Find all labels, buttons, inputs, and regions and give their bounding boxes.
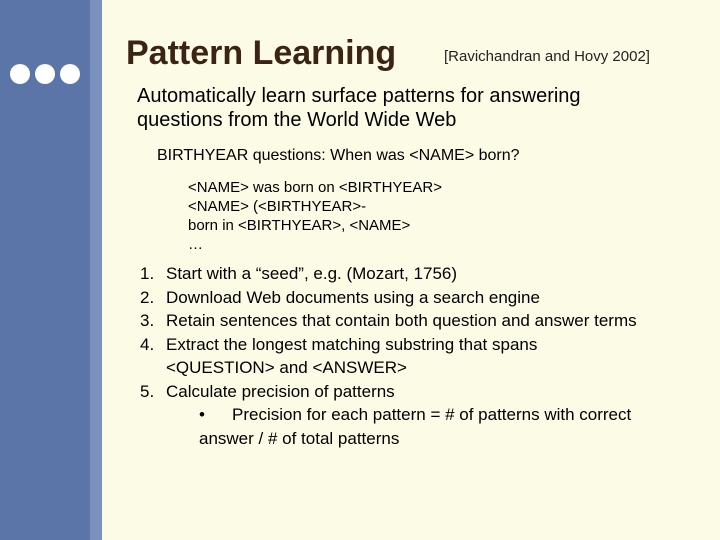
step-item <box>140 380 710 404</box>
bullet-icon: • <box>199 405 205 424</box>
pattern-item: born in <BIRTHYEAR>, <NAME> <box>188 217 411 234</box>
substep-continuation: answer / # of total patterns <box>199 428 400 448</box>
decorative-bullets <box>10 64 80 84</box>
step-text: Calculate precision of patterns <box>166 381 395 401</box>
step-item <box>140 262 710 286</box>
citation: [Ravichandran and Hovy 2002] <box>444 48 650 65</box>
step-number: 2. <box>140 287 155 307</box>
step-item <box>140 286 710 310</box>
pattern-item: <NAME> (<BIRTHYEAR>- <box>188 198 367 215</box>
step-number: 5. <box>140 381 155 401</box>
subtitle-line: Automatically learn surface patterns for answering <box>137 85 581 107</box>
step-continuation: <QUESTION> and <ANSWER> <box>166 358 407 377</box>
substep-item <box>140 403 710 427</box>
step-text: Download Web documents using a search engine <box>166 287 540 307</box>
circle-icon <box>35 64 55 84</box>
pattern-item: <NAME> was born on <BIRTHYEAR> <box>188 179 443 196</box>
step-text: Extract the longest matching substring that spans <box>166 334 538 354</box>
step-text: Retain sentences that contain both question and answer terms <box>166 311 637 330</box>
step-item <box>140 333 710 357</box>
slide-title: Pattern Learning <box>126 34 397 72</box>
step-item <box>140 309 710 333</box>
step-text: Start with a “seed”, e.g. (Mozart, 1756) <box>166 264 458 283</box>
step-number: 4. <box>140 334 155 354</box>
pattern-list <box>188 178 442 254</box>
subtitle-line: questions from the World Wide Web <box>137 109 457 131</box>
question-text: BIRTHYEAR questions: When was <NAME> born? <box>157 147 520 164</box>
steps-list <box>140 262 710 450</box>
circle-icon <box>60 64 80 84</box>
substep-text: Precision for each pattern = # of patterns with correct <box>232 405 632 424</box>
circle-icon <box>10 64 30 84</box>
sidebar-edge <box>90 0 102 540</box>
step-number: 1. <box>140 264 155 283</box>
pattern-item: … <box>188 236 203 253</box>
subtitle <box>137 84 697 132</box>
step-number: 3. <box>140 311 155 330</box>
